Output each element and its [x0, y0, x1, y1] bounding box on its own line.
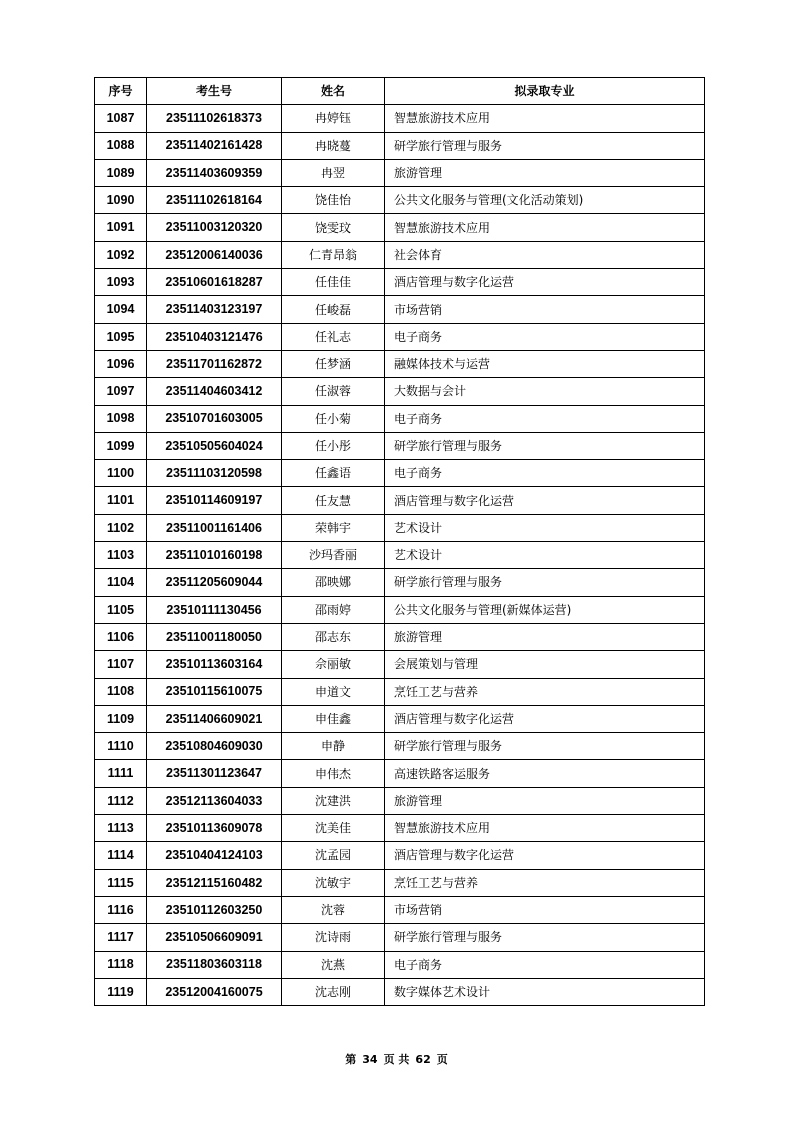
cell-name: 任小菊: [282, 405, 385, 432]
cell-exam-no: 23511403609359: [147, 159, 282, 186]
table-row: [95, 432, 705, 459]
footer-prefix: 第: [345, 1053, 357, 1066]
cell-seq: 1109: [95, 705, 147, 732]
column-header-exam-no: 考生号: [147, 78, 282, 105]
cell-major: 旅游管理: [385, 623, 705, 650]
cell-major: 电子商务: [385, 460, 705, 487]
cell-major: 酒店管理与数字化运营: [385, 842, 705, 869]
cell-seq: 1094: [95, 296, 147, 323]
cell-exam-no: 23512113604033: [147, 787, 282, 814]
cell-exam-no: 23511205609044: [147, 569, 282, 596]
cell-name: 饶雯玟: [282, 214, 385, 241]
table-row: [95, 787, 705, 814]
cell-major: 研学旅行管理与服务: [385, 733, 705, 760]
cell-exam-no: 23510112603250: [147, 896, 282, 923]
cell-major: 酒店管理与数字化运营: [385, 269, 705, 296]
cell-name: 任礼志: [282, 323, 385, 350]
table-row: [95, 760, 705, 787]
cell-name: 沙玛香丽: [282, 542, 385, 569]
footer-total-pages: 62: [415, 1053, 431, 1066]
cell-name: 邵雨婷: [282, 596, 385, 623]
table-row: [95, 569, 705, 596]
cell-major: 高速铁路客运服务: [385, 760, 705, 787]
cell-name: 任友慧: [282, 487, 385, 514]
cell-name: 任梦涵: [282, 350, 385, 377]
cell-seq: 1106: [95, 623, 147, 650]
table-row: [95, 924, 705, 951]
cell-major: 研学旅行管理与服务: [385, 132, 705, 159]
cell-seq: 1105: [95, 596, 147, 623]
table-row: [95, 296, 705, 323]
cell-seq: 1104: [95, 569, 147, 596]
table-row: [95, 378, 705, 405]
cell-major: 市场营销: [385, 896, 705, 923]
table-row: [95, 623, 705, 650]
cell-name: 沈美佳: [282, 815, 385, 842]
table-body: [95, 105, 705, 1006]
table-row: [95, 105, 705, 132]
cell-seq: 1090: [95, 187, 147, 214]
cell-major: 市场营销: [385, 296, 705, 323]
cell-major: 旅游管理: [385, 787, 705, 814]
column-header-name: 姓名: [282, 78, 385, 105]
table-row: [95, 815, 705, 842]
table-row: [95, 896, 705, 923]
cell-name: 申静: [282, 733, 385, 760]
table-row: [95, 269, 705, 296]
cell-major: 公共文化服务与管理(新媒体运营): [385, 596, 705, 623]
table-row: [95, 978, 705, 1005]
cell-seq: 1115: [95, 869, 147, 896]
cell-name: 任峻磊: [282, 296, 385, 323]
cell-exam-no: 23511010160198: [147, 542, 282, 569]
cell-seq: 1098: [95, 405, 147, 432]
cell-exam-no: 23510114609197: [147, 487, 282, 514]
cell-name: 冉翌: [282, 159, 385, 186]
cell-major: 会展策划与管理: [385, 651, 705, 678]
cell-exam-no: 23511701162872: [147, 350, 282, 377]
cell-exam-no: 23511803603118: [147, 951, 282, 978]
cell-seq: 1111: [95, 760, 147, 787]
footer-current-page: 34: [362, 1053, 378, 1066]
cell-exam-no: 23510804609030: [147, 733, 282, 760]
cell-major: 智慧旅游技术应用: [385, 105, 705, 132]
table-row: [95, 187, 705, 214]
cell-seq: 1088: [95, 132, 147, 159]
cell-major: 研学旅行管理与服务: [385, 432, 705, 459]
cell-name: 任小彤: [282, 432, 385, 459]
cell-seq: 1101: [95, 487, 147, 514]
cell-major: 公共文化服务与管理(文化活动策划): [385, 187, 705, 214]
cell-major: 旅游管理: [385, 159, 705, 186]
cell-exam-no: 23511102618164: [147, 187, 282, 214]
cell-major: 研学旅行管理与服务: [385, 569, 705, 596]
cell-major: 智慧旅游技术应用: [385, 815, 705, 842]
cell-major: 数字媒体艺术设计: [385, 978, 705, 1005]
cell-name: 冉婷钰: [282, 105, 385, 132]
cell-name: 任佳佳: [282, 269, 385, 296]
column-header-seq: 序号: [95, 78, 147, 105]
table-row: [95, 651, 705, 678]
table-row: [95, 350, 705, 377]
cell-exam-no: 23510404124103: [147, 842, 282, 869]
cell-exam-no: 23511301123647: [147, 760, 282, 787]
cell-exam-no: 23510601618287: [147, 269, 282, 296]
table-row: [95, 514, 705, 541]
cell-seq: 1092: [95, 241, 147, 268]
cell-major: 酒店管理与数字化运营: [385, 487, 705, 514]
cell-seq: 1112: [95, 787, 147, 814]
cell-name: 任淑蓉: [282, 378, 385, 405]
cell-seq: 1089: [95, 159, 147, 186]
table-row: [95, 951, 705, 978]
cell-exam-no: 23510505604024: [147, 432, 282, 459]
cell-exam-no: 23512006140036: [147, 241, 282, 268]
table-row: [95, 869, 705, 896]
cell-major: 大数据与会计: [385, 378, 705, 405]
cell-seq: 1119: [95, 978, 147, 1005]
cell-name: 沈蓉: [282, 896, 385, 923]
cell-exam-no: 23511001180050: [147, 623, 282, 650]
cell-name: 佘丽敏: [282, 651, 385, 678]
cell-name: 沈志刚: [282, 978, 385, 1005]
admission-table: [94, 77, 705, 1006]
page-number-footer: [0, 1051, 793, 1067]
cell-exam-no: 23511404603412: [147, 378, 282, 405]
cell-exam-no: 23511102618373: [147, 105, 282, 132]
cell-exam-no: 23510403121476: [147, 323, 282, 350]
cell-major: 电子商务: [385, 405, 705, 432]
table-row: [95, 460, 705, 487]
cell-major: 融媒体技术与运营: [385, 350, 705, 377]
table-row: [95, 487, 705, 514]
footer-suffix: 页: [436, 1053, 448, 1066]
table-row: [95, 405, 705, 432]
cell-name: 申伟杰: [282, 760, 385, 787]
cell-seq: 1108: [95, 678, 147, 705]
cell-seq: 1091: [95, 214, 147, 241]
cell-seq: 1107: [95, 651, 147, 678]
cell-name: 沈建洪: [282, 787, 385, 814]
cell-exam-no: 23510111130456: [147, 596, 282, 623]
cell-name: 沈敏宇: [282, 869, 385, 896]
cell-exam-no: 23510506609091: [147, 924, 282, 951]
cell-major: 电子商务: [385, 323, 705, 350]
table-row: [95, 159, 705, 186]
cell-name: 饶佳怡: [282, 187, 385, 214]
table-row: [95, 542, 705, 569]
cell-seq: 1099: [95, 432, 147, 459]
cell-name: 沈燕: [282, 951, 385, 978]
cell-seq: 1118: [95, 951, 147, 978]
cell-exam-no: 23512004160075: [147, 978, 282, 1005]
cell-exam-no: 23511402161428: [147, 132, 282, 159]
cell-major: 烹饪工艺与营养: [385, 678, 705, 705]
cell-seq: 1102: [95, 514, 147, 541]
cell-exam-no: 23511403123197: [147, 296, 282, 323]
cell-name: 仁青昂翁: [282, 241, 385, 268]
cell-major: 研学旅行管理与服务: [385, 924, 705, 951]
cell-name: 任鑫语: [282, 460, 385, 487]
table-row: [95, 241, 705, 268]
cell-major: 艺术设计: [385, 542, 705, 569]
cell-exam-no: 23512115160482: [147, 869, 282, 896]
table-row: [95, 678, 705, 705]
table-row: [95, 214, 705, 241]
cell-exam-no: 23511001161406: [147, 514, 282, 541]
cell-name: 申佳鑫: [282, 705, 385, 732]
table-row: [95, 733, 705, 760]
cell-major: 艺术设计: [385, 514, 705, 541]
cell-exam-no: 23510115610075: [147, 678, 282, 705]
cell-major: 电子商务: [385, 951, 705, 978]
cell-seq: 1110: [95, 733, 147, 760]
cell-major: 烹饪工艺与营养: [385, 869, 705, 896]
cell-exam-no: 23510701603005: [147, 405, 282, 432]
cell-seq: 1093: [95, 269, 147, 296]
table-row: [95, 596, 705, 623]
cell-exam-no: 23511103120598: [147, 460, 282, 487]
cell-name: 申道文: [282, 678, 385, 705]
cell-major: 智慧旅游技术应用: [385, 214, 705, 241]
cell-exam-no: 23511406609021: [147, 705, 282, 732]
table-row: [95, 323, 705, 350]
cell-major: 社会体育: [385, 241, 705, 268]
cell-seq: 1097: [95, 378, 147, 405]
footer-middle: 页 共: [383, 1053, 410, 1066]
cell-exam-no: 23510113603164: [147, 651, 282, 678]
table-row: [95, 842, 705, 869]
cell-name: 冉晓蔓: [282, 132, 385, 159]
cell-seq: 1117: [95, 924, 147, 951]
table-row: [95, 132, 705, 159]
table-row: [95, 705, 705, 732]
cell-seq: 1114: [95, 842, 147, 869]
cell-seq: 1116: [95, 896, 147, 923]
cell-name: 荣韩宇: [282, 514, 385, 541]
cell-name: 沈孟园: [282, 842, 385, 869]
cell-seq: 1100: [95, 460, 147, 487]
cell-seq: 1095: [95, 323, 147, 350]
cell-seq: 1113: [95, 815, 147, 842]
cell-name: 邵志东: [282, 623, 385, 650]
cell-seq: 1103: [95, 542, 147, 569]
cell-name: 邵映娜: [282, 569, 385, 596]
cell-major: 酒店管理与数字化运营: [385, 705, 705, 732]
cell-seq: 1087: [95, 105, 147, 132]
cell-seq: 1096: [95, 350, 147, 377]
cell-exam-no: 23510113609078: [147, 815, 282, 842]
cell-exam-no: 23511003120320: [147, 214, 282, 241]
cell-name: 沈诗雨: [282, 924, 385, 951]
table-header-row: [95, 78, 705, 105]
column-header-major: 拟录取专业: [385, 78, 705, 105]
